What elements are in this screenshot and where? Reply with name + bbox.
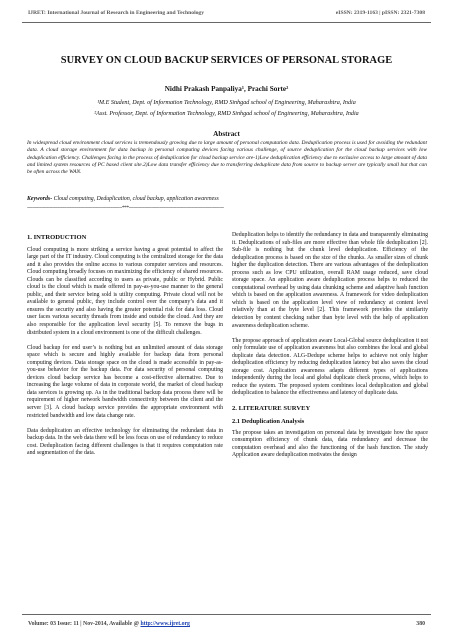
page-footer: [28, 621, 425, 627]
deduplication-analysis-heading: 2.1 Deduplication Analysis: [232, 418, 305, 426]
left-column: [27, 232, 223, 465]
intro-paragraph-2: Cloud backup for end user’s is nothing but an unlimited amount of data storage space which is secure and highly available for backup data from personal computing devices. Data storage space on the cloud is made accessible in pay-as-you-use behavior for the backup data. For data security of personal computing devices cloud backup service has become a cost-effective alternative. Due to increasing the large volume of data in corporate world, the market of cloud backup data services is growing up. As in the traditional backup data process there will be requirement of higher network bandwidth connectivity between the client and the server [3]. A cloud backup service provides the appropriate environment with restricted bandwidth and low data change rate.: [27, 344, 223, 419]
page-number: 380: [416, 621, 425, 627]
right-paragraph-3: The propose takes an investigation on personal data by investigate how the space consumption efficiency of chunk data, data redundancy and decrease the computation overhead and also the functioning of the hash function. The study Application aware deduplication motivates the design: [232, 429, 428, 459]
volume-info: Volume: 03 Issue: 11 | Nov-2014, Available @ http://www.ijret.org: [28, 621, 190, 627]
right-paragraph-2: The propose approach of application aware Local-Global source deduplication it not only formulate use of application awareness but also combines the local and global duplicate data detection. ALG-Dedupe scheme helps to achieve not only higher deduplication efficiency by reducing deduplication latency but also saves the cloud storage cost. Application awareness adapts different types of applications independently during the local and global duplicate check process, which helps to reduce the system. The proposed system combines local deduplication and global deduplication to balance the effectiveness and latency of duplicate data.: [232, 337, 428, 397]
journal-name: IJRET: International Journal of Research in Engineering and Technology: [28, 10, 205, 16]
intro-paragraph-3: Data deduplication an effective technology for eliminating the redundant data in backup data. In the web data there will be less focus on use of redundancy to reduce cost. Deduplication facing different challenges is that it requires computation rate and segmentation of the data.: [27, 427, 223, 457]
right-paragraph-1: Deduplication helps to identify the redundancy in data and transparently eliminating it. Deduplications of sub-files are more effective than whole file deduplication [2]. Sub-file is nothing but the chunk level deduplication. Efficiency of the deduplication process is based on the size of the chunks. As smaller sizes of chunk higher the duplication detection. There are various advantages of the deduplication process such as low CPU utilization, overall RAM usage reduced, save cloud storage space. An application aware deduplication process helps to reduced the computational overhead by using data chunking scheme and adaptive hash function which is based on the application awareness. A framework for video deduplication which is based on the application level view of redundancy at content level relatively than at the byte level [2]. This framework provides the similarity detection by content checking rather than byte level with the help of application awareness deduplication scheme.: [232, 232, 428, 329]
introduction-heading: 1. INTRODUCTION: [27, 234, 87, 241]
keywords-label: Keywords-: [27, 196, 53, 202]
author-list: Nidhi Prakash Panpaliya¹, Prachi Sorte²: [164, 85, 289, 93]
issn-numbers: eISSN: 2319-1163 | pISSN: 2321-7308: [335, 10, 425, 16]
journal-link[interactable]: http://www.ijret.org: [140, 621, 190, 627]
abstract-text: In widespread cloud environment cloud services is tremendously growing due to large amount of personal computation data. Deduplication process is used for avoiding the redundant data. A cloud storage environment for data backup in personal computing devices facing various challenge, of source deduplication for the cloud backup services with low deduplication efficiency. Challenges facing in the process of deduplication for cloud backup service are-1)Low deduplication efficiency due to exclusive access to large amount of data and limited system resources of PC based client site.2)Low data transfer efficiency due to transferring deduplicate data from source to backup server are typically small but that can be often across the WAN.: [27, 140, 427, 176]
header-rule: [22, 22, 431, 23]
affiliation-2: ²Asst. Professor, Dept. of Information Technology, RMD Sinhgad school of Engineering, Maharashtra, India: [94, 111, 359, 117]
intro-paragraph-1: Cloud computing is more striking a service having a great potential to affect the large part of the IT industry. Cloud computing is the centralized storage for the data and it also provides the online access to various computer services and resources. Cloud computing broadly focuses on maximizing the efficiency of shared resources. Clouds can be classified according to users as private, public or Hybrid. Public cloud is the cloud which is made offered in pay-as-you-use manner to the general public, and their service being sold is utility computing. Private cloud will not be available to general public, they include control over the company’s data and it ensures the security and also having the greater potential risk for data loss. Cloud user faces various security threads from inside and outside the cloud. And they are also responsible for the application level security [5]. To remove the bugs in distributed system in a cloud environment is one of the difficult challenges.: [27, 246, 223, 336]
literature-survey-heading: 2. LITERATURE SURVEY: [232, 405, 311, 413]
footer-rule: [22, 614, 431, 615]
paper-title: SURVEY ON CLOUD BACKUP SERVICES OF PERSONAL STORAGE: [60, 55, 393, 66]
keywords-list: Cloud computing, Deduplication, cloud backup, application awareness: [52, 196, 219, 202]
affiliation-1: ¹M.E Student, Dept. of Information Technology, RMD Sinhgad school of Engineering, Maharashtra, India: [97, 100, 356, 106]
right-column: [232, 232, 428, 467]
section-separator: --------------------------------------------------------------------***--------------------------------------------------------------------: [27, 205, 224, 211]
keywords: [27, 196, 427, 202]
abstract-heading: Abstract: [213, 130, 240, 138]
running-header: [28, 10, 425, 16]
